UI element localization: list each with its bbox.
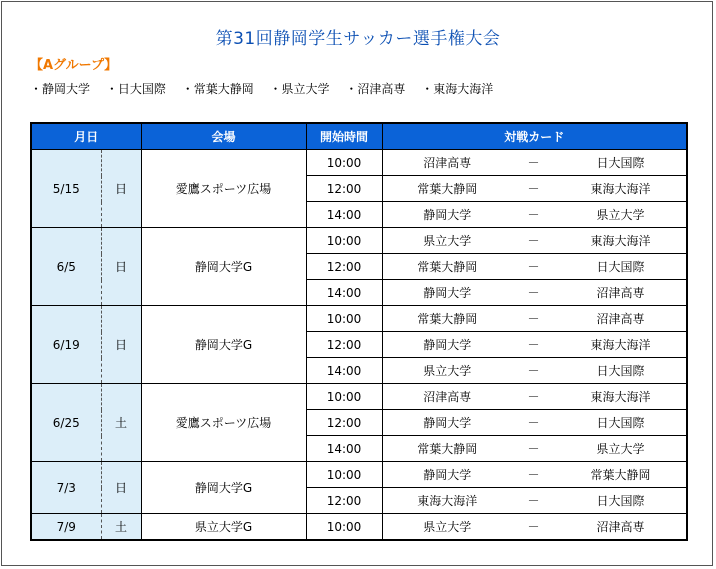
home-team: 常葉大静岡 — [382, 306, 512, 332]
versus-dash: － — [512, 514, 555, 541]
away-team: 日大国際 — [555, 254, 687, 280]
home-team: 県立大学 — [382, 514, 512, 541]
away-team: 沼津高専 — [555, 280, 687, 306]
versus-dash: － — [512, 332, 555, 358]
away-team: 東海大海洋 — [555, 332, 687, 358]
match-venue: 県立大学G — [141, 514, 306, 541]
kickoff-time: 10:00 — [306, 228, 382, 254]
versus-dash: － — [512, 488, 555, 514]
match-venue: 愛鷹スポーツ広場 — [141, 150, 306, 228]
versus-dash: － — [512, 436, 555, 462]
away-team: 沼津高専 — [555, 306, 687, 332]
team-item: ・常葉大静岡 — [181, 82, 254, 96]
table-row — [31, 384, 687, 410]
versus-dash: － — [512, 306, 555, 332]
header-date: 月日 — [31, 123, 141, 150]
match-date: 6/5 — [31, 228, 101, 306]
away-team: 県立大学 — [555, 436, 687, 462]
match-weekday: 日 — [101, 228, 141, 306]
team-item: ・県立大学 — [269, 82, 330, 96]
home-team: 県立大学 — [382, 358, 512, 384]
home-team: 静岡大学 — [382, 280, 512, 306]
team-list — [30, 80, 505, 97]
versus-dash: － — [512, 384, 555, 410]
table-row — [31, 150, 687, 176]
versus-dash: － — [512, 462, 555, 488]
versus-dash: － — [512, 202, 555, 228]
team-item: ・静岡大学 — [30, 82, 91, 96]
page-title: 第31回静岡学生サッカー選手権大会 — [215, 29, 501, 49]
kickoff-time: 10:00 — [306, 306, 382, 332]
match-weekday: 日 — [101, 150, 141, 228]
match-venue: 静岡大学G — [141, 228, 306, 306]
kickoff-time: 10:00 — [306, 462, 382, 488]
kickoff-time: 14:00 — [306, 358, 382, 384]
match-date: 6/25 — [31, 384, 101, 462]
home-team: 沼津高専 — [382, 150, 512, 176]
home-team: 常葉大静岡 — [382, 176, 512, 202]
versus-dash: － — [512, 254, 555, 280]
kickoff-time: 12:00 — [306, 410, 382, 436]
kickoff-time: 14:00 — [306, 436, 382, 462]
match-venue: 静岡大学G — [141, 306, 306, 384]
away-team: 日大国際 — [555, 488, 687, 514]
match-date: 6/19 — [31, 306, 101, 384]
match-date: 7/3 — [31, 462, 101, 514]
kickoff-time: 12:00 — [306, 176, 382, 202]
away-team: 東海大海洋 — [555, 228, 687, 254]
table-row — [31, 514, 687, 541]
table-row — [31, 462, 687, 488]
versus-dash: － — [512, 176, 555, 202]
match-weekday: 土 — [101, 514, 141, 541]
versus-dash: － — [512, 150, 555, 176]
home-team: 静岡大学 — [382, 202, 512, 228]
kickoff-time: 14:00 — [306, 202, 382, 228]
kickoff-time: 14:00 — [306, 280, 382, 306]
kickoff-time: 10:00 — [306, 150, 382, 176]
match-date: 5/15 — [31, 150, 101, 228]
home-team: 沼津高専 — [382, 384, 512, 410]
away-team: 日大国際 — [555, 358, 687, 384]
versus-dash: － — [512, 410, 555, 436]
kickoff-time: 12:00 — [306, 254, 382, 280]
home-team: 常葉大静岡 — [382, 254, 512, 280]
home-team: 東海大海洋 — [382, 488, 512, 514]
match-weekday: 日 — [101, 306, 141, 384]
versus-dash: － — [512, 280, 555, 306]
kickoff-time: 10:00 — [306, 384, 382, 410]
match-venue: 愛鷹スポーツ広場 — [141, 384, 306, 462]
match-venue: 静岡大学G — [141, 462, 306, 514]
schedule-table — [30, 122, 688, 541]
home-team: 常葉大静岡 — [382, 436, 512, 462]
team-item: ・日大国際 — [105, 82, 166, 96]
away-team: 日大国際 — [555, 150, 687, 176]
team-item: ・東海大海洋 — [421, 82, 494, 96]
kickoff-time: 12:00 — [306, 332, 382, 358]
away-team: 常葉大静岡 — [555, 462, 687, 488]
match-weekday: 土 — [101, 384, 141, 462]
header-venue: 会場 — [141, 123, 306, 150]
home-team: 静岡大学 — [382, 332, 512, 358]
away-team: 日大国際 — [555, 410, 687, 436]
match-weekday: 日 — [101, 462, 141, 514]
away-team: 県立大学 — [555, 202, 687, 228]
group-label: 【Aグループ】 — [30, 58, 118, 73]
team-item: ・沼津高専 — [345, 82, 406, 96]
header-match: 対戦カード — [382, 123, 687, 150]
home-team: 静岡大学 — [382, 410, 512, 436]
table-header-row — [31, 123, 687, 150]
kickoff-time: 10:00 — [306, 514, 382, 541]
home-team: 静岡大学 — [382, 462, 512, 488]
kickoff-time: 12:00 — [306, 488, 382, 514]
home-team: 県立大学 — [382, 228, 512, 254]
schedule-body — [31, 150, 687, 541]
table-row — [31, 228, 687, 254]
table-row — [31, 306, 687, 332]
away-team: 東海大海洋 — [555, 176, 687, 202]
versus-dash: － — [512, 358, 555, 384]
versus-dash: － — [512, 228, 555, 254]
away-team: 東海大海洋 — [555, 384, 687, 410]
match-date: 7/9 — [31, 514, 101, 541]
header-time: 開始時間 — [306, 123, 382, 150]
away-team: 沼津高専 — [555, 514, 687, 541]
